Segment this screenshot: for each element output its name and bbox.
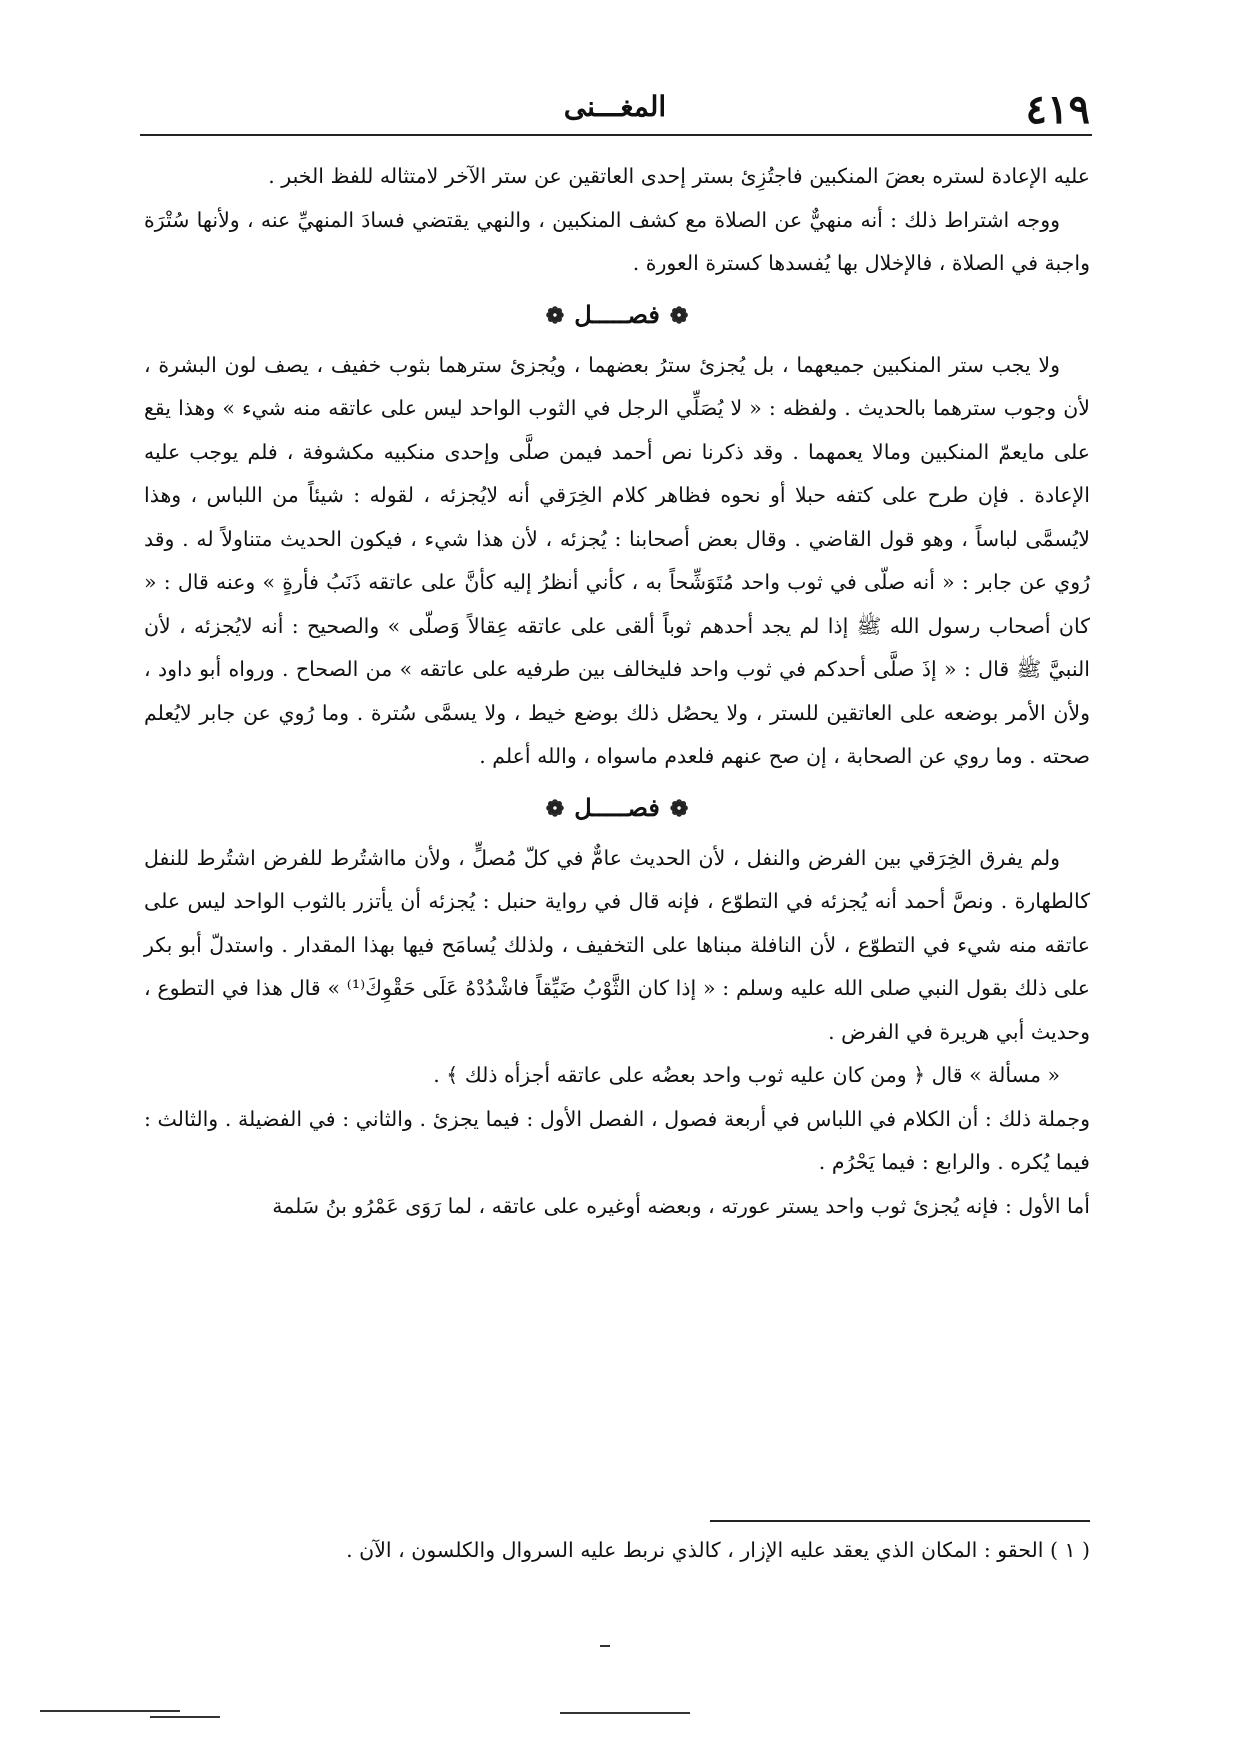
- ornament-icon: ❁: [545, 795, 565, 822]
- section-heading-fasl: [144, 779, 1090, 837]
- header-rule: [140, 134, 1092, 136]
- page-number: ٤١٩: [1025, 86, 1090, 133]
- paragraph: ولا يجب ستر المنكبين جميعهما ، بل يُجزئ سترُ بعضهما ، ويُجزئ سترهما بثوب خفيف ، يصف لون البشرة ، لأن وجوب سترهما بالحديث . ولفظه : « لا يُصَلِّي الرجل في الثوب الواحد ليس على عاتقه منه شيء » وهذا يقع على مايعمّ المنكبين ومالا يعمهما . وقد ذكرنا نص أحمد فيمن صلَّى وإحدى منكبيه مكشوفة ، فلم يوجب عليه الإعادة . فإن طرح على كتفه حبلا أو نحوه فظاهر كلام الخِرَقي أنه لايُجزئه ، لقوله : شيئاً من اللباس ، وهذا لايُسمَّى لباساً ، وهو قول القاضي . وقال بعض أصحابنا : يُجزئه ، لأن هذا شيء ، فيكون الحديث متناولاً له . وقد رُوي عن جابر : « أنه صلّى في ثوب واحد مُتَوَشِّحاً به ، كأني أنظرُ إليه كأنَّ على عاتقه ذَنَبُ فأرةٍ » وعنه قال : « كان أصحاب رسول الله ﷺ إذا لم يجد أحدهم ثوباً ألقى على عاتقه عِقالاً وَصلّى » والصحيح : أنه لايُجزئه ، لأن النبيَّ ﷺ قال : « إذَ صلَّى أحدكم في ثوب واحد فليخالف بين طرفيه على عاتقه » من الصحاح . ورواه أبو داود ، ولأن الأمر بوضعه على العاتقين للستر ، ولا يحصُل ذلك بوضع خيط ، ولا يسمَّى سُترة . وما رُوي عن جابر لايُعلم صحته . وما روي عن الصحابة ، إن صح عنهم فلعدم ماسواه ، والله أعلم .: [144, 352, 1090, 768]
- section-heading-label: فصـــــل: [574, 299, 660, 329]
- scan-artifact-line: [600, 1645, 610, 1647]
- paragraph: وجملة ذلك : أن الكلام في اللباس في أربعة فصول ، الفصل الأول : فيما يجزئ . والثاني : في الفضيلة . والثالث : فيما يُكره . والرابع : فيما يَحْرُم .: [144, 1106, 1090, 1174]
- section-heading-label: فصـــــل: [574, 792, 660, 822]
- footnote: ( ١ ) الحقو : المكان الذي يعقد عليه الإزار ، كالذي نربط عليه السروال والكلسون ، الآن .: [346, 1538, 1090, 1562]
- section-heading-fasl: [144, 286, 1090, 344]
- ornament-icon: ❁: [669, 795, 689, 822]
- page-header: [140, 86, 1090, 136]
- paragraph: ولم يفرق الخِرَقي بين الفرض والنفل ، لأن الحديث عامٌّ في كلّ مُصلٍّ ، ولأن مااشتُرط للفرض اشتُرط للنفل كالطهارة . ونصَّ أحمد أنه يُجزئه في التطوّع ، فإنه قال في رواية حنبل : يُجزئه أن يأتزر بالثوب الواحد ليس على عاتقه منه شيء في التطوّع ، لأن النافلة مبناها على التخفيف ، ولذلك يُسامَح فيها بهذا المقدار . واستدلّ أبو بكر على ذلك بقول النبي صلى الله عليه وسلم : « إذا كان الثَّوْبُ ضَيِّقاً فاشْدُدْهُ عَلَى حَقْوِكَ⁽¹⁾ » قال هذا في التطوع ، وحديث أبي هريرة في الفرض .: [144, 845, 1090, 1044]
- scan-artifact-line: [560, 1712, 690, 1714]
- page-body: [144, 155, 1090, 1228]
- ornament-icon: ❁: [669, 302, 689, 329]
- ornament-icon: ❁: [545, 302, 565, 329]
- masala-statement: « مسألة » قال ﴿ ومن كان عليه ثوب واحد بعضُه على عاتقه أجزأه ذلك ﴾ .: [433, 1063, 1060, 1087]
- running-title: المغـــنى: [563, 90, 667, 123]
- paragraph: عليه الإعادة لستره بعضَ المنكبين فاجتُزِئ بستر إحدى العاتقين عن ستر الآخر لامتثاله للفظ الخبر .: [268, 164, 1090, 188]
- paragraph: ووجه اشتراط ذلك : أنه منهيٌّ عن الصلاة مع كشف المنكبين ، والنهي يقتضي فسادَ المنهيِّ عنه ، ولأنها سُتْرَة واجبة في الصلاة ، فالإخلال بها يُفسدها كسترة العورة .: [144, 207, 1090, 275]
- scan-artifact-line: [40, 1710, 180, 1712]
- footnote-rule: [710, 1520, 1090, 1522]
- scan-artifact-line: [150, 1716, 220, 1718]
- paragraph: أما الأول : فإنه يُجزئ ثوب واحد يستر عورته ، وبعضه أوغيره على عاتقه ، لما رَوَى عَمْرُو بنُ سَلمة: [272, 1193, 1090, 1218]
